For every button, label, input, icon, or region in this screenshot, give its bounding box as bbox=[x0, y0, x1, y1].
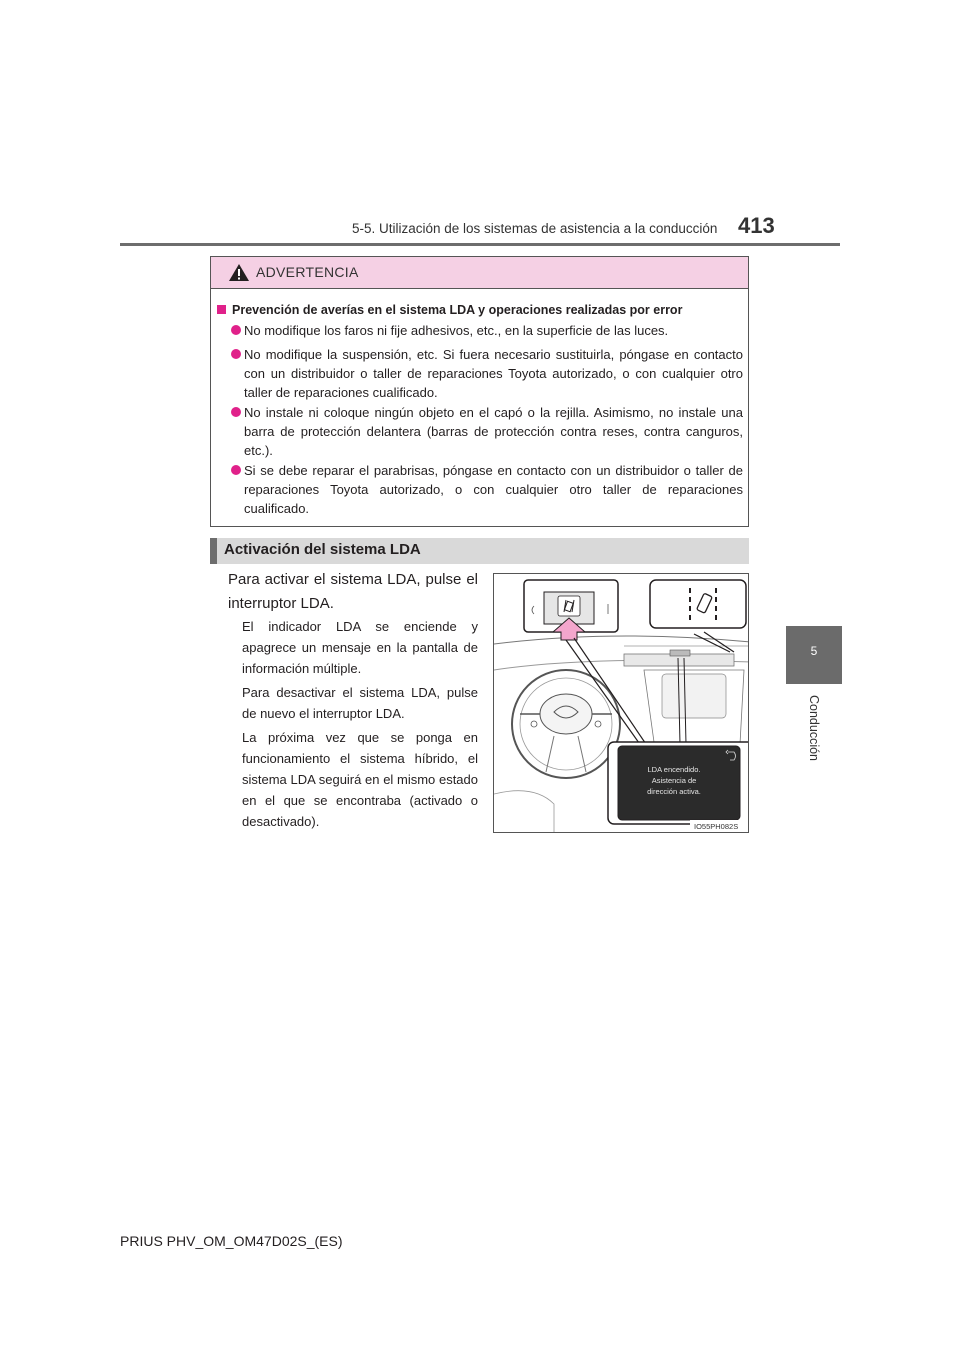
warning-item: No modifique los faros ni fije adhesivos, etc., en la superficie de las luces. bbox=[231, 321, 743, 340]
warning-box bbox=[210, 256, 749, 527]
chapter-number: 5 bbox=[810, 644, 818, 658]
chapter-tab bbox=[786, 626, 842, 684]
running-header: 5-5. Utilización de los sistemas de asistencia a la conducción bbox=[352, 221, 718, 236]
warning-triangle-icon bbox=[228, 263, 250, 282]
warning-header bbox=[211, 257, 748, 289]
intro-paragraph: Para activar el sistema LDA, pulse el interruptor LDA. bbox=[228, 571, 478, 612]
body-paragraph: Para desactivar el sistema LDA, pulse de nuevo el interruptor LDA. bbox=[242, 685, 478, 721]
bullet-dot-icon bbox=[231, 407, 241, 417]
warning-subtitle bbox=[217, 303, 682, 317]
bullet-dot-icon bbox=[231, 349, 241, 359]
warning-subtitle-text: Prevención de averías en el sistema LDA y operaciones realizadas por error bbox=[232, 303, 683, 317]
section-heading-marker bbox=[210, 538, 217, 564]
section-title: Activación del sistema LDA bbox=[224, 541, 421, 558]
body-paragraph: El indicador LDA se enciende y apagrece un mensaje en la pantalla de información múltiple. bbox=[242, 619, 478, 676]
display-message: LDA encendido. Asistencia de dirección activa. bbox=[647, 765, 701, 796]
warning-item: No instale ni coloque ningún objeto en el capó o la rejilla. Asimismo, no instale una barra de protección delantera (barras de protección contra reses, contra canguros, etc.). bbox=[231, 403, 743, 460]
chapter-label: Conducción bbox=[807, 694, 821, 762]
warning-item: No modifique la suspensión, etc. Si fuera necesario sustituirla, póngase en contacto con un distribuidor o taller de reparaciones Toyota autorizado, o con cualquier otro taller de reparaciones cualificado. bbox=[231, 345, 743, 402]
bullet-dot-icon bbox=[231, 465, 241, 475]
body-paragraph: La próxima vez que se ponga en funcionamiento el sistema híbrido, el sistema LDA seguirá en el mismo estado en el que se encontraba (activado o desactivado). bbox=[242, 730, 478, 829]
chapter-tab-label-box bbox=[786, 684, 842, 772]
warning-item: Si se debe reparar el parabrisas, póngase en contacto con un distribuidor o taller de reparaciones Toyota autorizado, o con cualquier otro taller de reparaciones cualificado. bbox=[231, 461, 743, 518]
square-bullet-icon bbox=[217, 305, 226, 314]
warning-title: ADVERTENCIA bbox=[256, 264, 359, 280]
bullet-dot-icon bbox=[231, 325, 241, 335]
dashboard-illustration bbox=[493, 573, 749, 833]
header-rule bbox=[120, 243, 840, 246]
footer-doc-id: PRIUS PHV_OM_OM47D02S_(ES) bbox=[120, 1233, 343, 1249]
page-number: 413 bbox=[738, 213, 775, 238]
figure-code: IO55PH082S bbox=[694, 822, 739, 831]
